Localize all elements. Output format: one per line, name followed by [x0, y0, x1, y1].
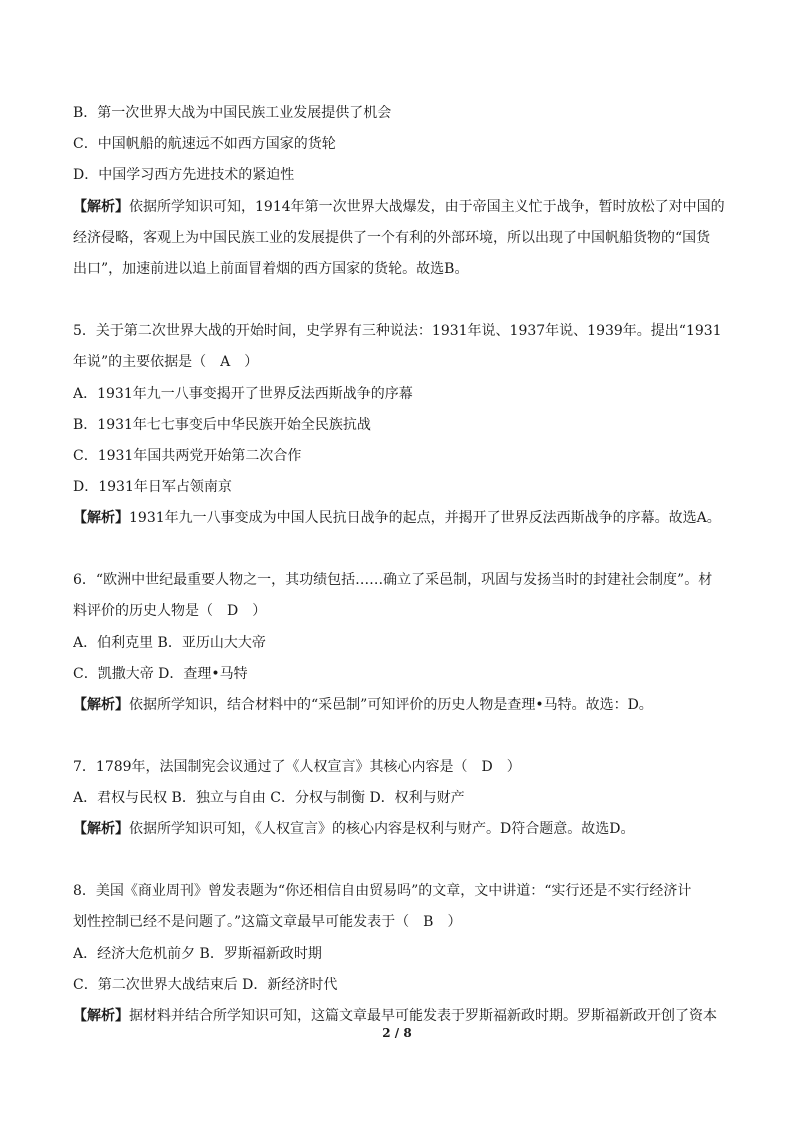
- line-text: D．中国学习西方先进技术的紧迫性: [73, 167, 295, 183]
- line-text: 依据所学知识可知，1914年第一次世界大战爆发，由于帝国主义忙于战争，暂时放松了对中国的: [129, 199, 725, 215]
- line-text: 依据所学知识可知，《人权宣言》的核心内容是权利与财产。D符合题意。故选D。: [129, 821, 635, 837]
- line-text: A．君权与民权 B．独立与自由 C．分权与制衡 D．权利与财产: [73, 790, 465, 806]
- line-text: 据材料并结合所学知识可知，这篇文章最早可能发表于罗斯福新政时期。罗斯福新政开创了资本: [129, 1008, 717, 1024]
- line-text: C．第二次世界大战结束后 D．新经济时代: [73, 977, 338, 993]
- analysis-line: [73, 695, 733, 715]
- analysis-line: [73, 819, 733, 839]
- line-text: 经济侵略，客观上为中国民族工业的发展提供了一个有利的外部环境，所以出现了中国帆船货物的“国货: [73, 230, 711, 246]
- line-text: 8．美国《商业周刊》曾发表题为“你还相信自由贸易吗”的文章，文中讲道：“实行还是不实行经济计: [73, 883, 692, 899]
- text-line: [73, 228, 733, 248]
- line-text: 7．1789年，法国制宪会议通过了《人权宣言》其核心内容是（ D ）: [73, 759, 521, 775]
- analysis-tag: 【解析】: [73, 821, 129, 837]
- text-line: [73, 165, 733, 185]
- text-line: [73, 601, 733, 621]
- line-text: 1931年九一八事变成为中国人民抗日战争的起点，并揭开了世界反法西斯战争的序幕。故选A。: [129, 510, 721, 526]
- text-line: [73, 664, 733, 684]
- text-line: [73, 944, 733, 964]
- analysis-tag: 【解析】: [73, 199, 129, 215]
- text-line: [73, 633, 733, 653]
- line-text: 依据所学知识，结合材料中的“采邑制”可知评价的历史人物是查理•马特。故选：D。: [129, 697, 653, 713]
- line-text: C．凯撒大帝 D．查理•马特: [73, 666, 248, 682]
- line-text: C．中国帆船的航速远不如西方国家的货轮: [73, 136, 336, 152]
- line-text: B．1931年七七事变后中华民族开始全民族抗战: [73, 417, 371, 433]
- text-line: [73, 352, 733, 372]
- line-text: 年说”的主要依据是（ A ）: [73, 354, 259, 370]
- text-line: [73, 259, 733, 279]
- text-line: [73, 757, 733, 777]
- analysis-line: [73, 508, 733, 528]
- line-text: 5．关于第二次世界大战的开始时间，史学界有三种说法：1931年说、1937年说、1939年。提出“1931: [73, 323, 722, 339]
- text-line: [73, 446, 733, 466]
- line-text: C．1931年国共两党开始第二次合作: [73, 448, 302, 464]
- line-text: 划性控制已经不是问题了。”这篇文章最早可能发表于（ B ）: [73, 914, 462, 930]
- analysis-line: [73, 1006, 733, 1026]
- analysis-tag: 【解析】: [73, 697, 129, 713]
- text-line: [73, 570, 733, 590]
- line-text: 料评价的历史人物是（ D ）: [73, 603, 267, 619]
- text-line: [73, 134, 733, 154]
- text-line: [73, 881, 733, 901]
- text-line: [73, 384, 733, 404]
- line-text: A．经济大危机前夕 B．罗斯福新政时期: [73, 946, 322, 962]
- line-text: A．1931年九一八事变揭开了世界反法西斯战争的序幕: [73, 386, 413, 402]
- text-line: [73, 975, 733, 995]
- line-text: 6．“欧洲中世纪最重要人物之一，其功绩包括……确立了采邑制，巩固与发扬当时的封建社会制度”。材: [73, 572, 713, 588]
- line-text: D．1931年日军占领南京: [73, 479, 232, 495]
- text-line: [73, 415, 733, 435]
- line-text: 出口”，加速前进以追上前面冒着烟的西方国家的货轮。故选B。: [73, 261, 469, 277]
- text-line: [73, 103, 733, 123]
- text-line: [73, 321, 733, 341]
- text-line: [73, 912, 733, 932]
- analysis-tag: 【解析】: [73, 510, 129, 526]
- line-text: B．第一次世界大战为中国民族工业发展提供了机会: [73, 105, 392, 121]
- analysis-line: [73, 197, 733, 217]
- text-line: [73, 477, 733, 497]
- line-text: A．伯利克里 B．亚历山大大帝: [73, 635, 266, 651]
- text-line: [73, 788, 733, 808]
- analysis-tag: 【解析】: [73, 1008, 129, 1024]
- page-number: 2 / 8: [382, 1026, 412, 1040]
